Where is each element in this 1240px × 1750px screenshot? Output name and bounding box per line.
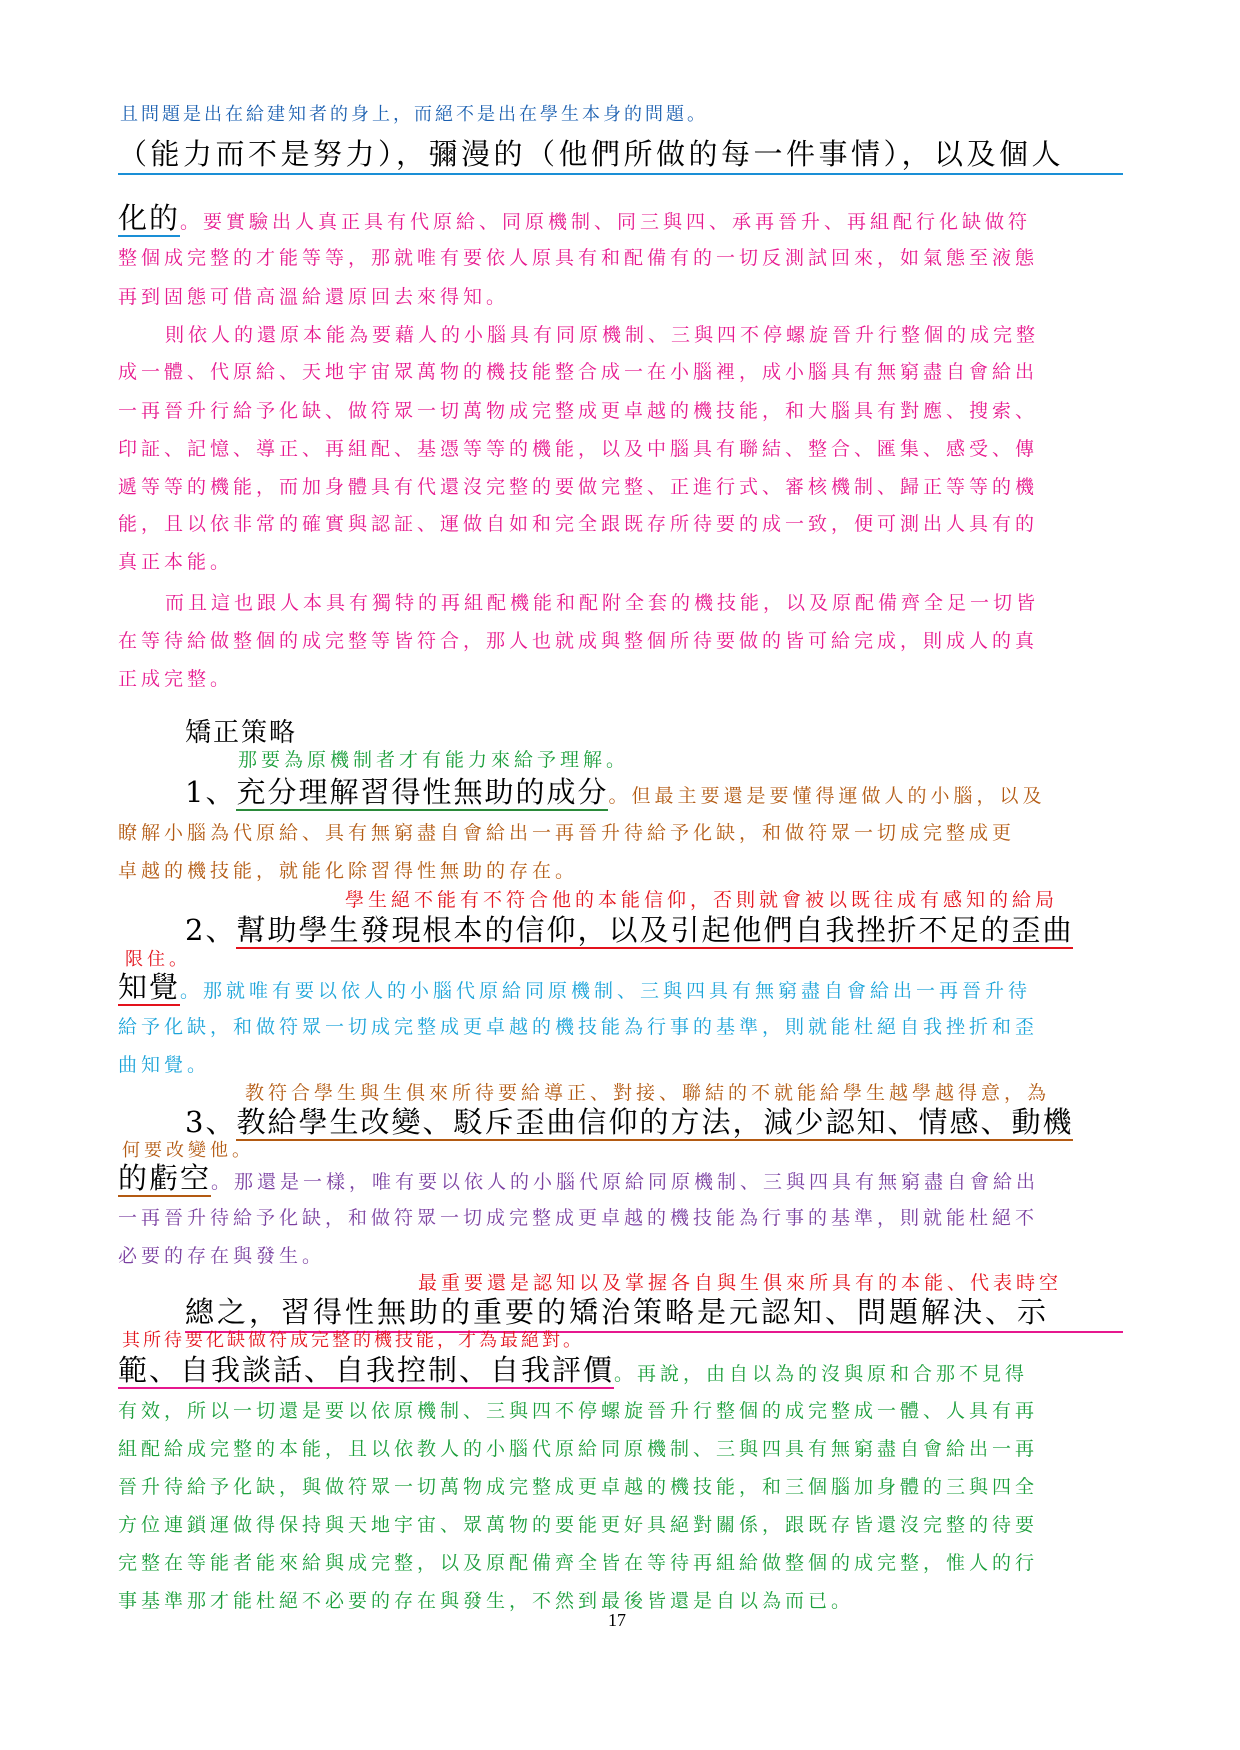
page-number: 17 xyxy=(608,1610,626,1630)
annotation-3-tail: 何要改變他。 xyxy=(122,1140,254,1161)
item-1-number: 1、 xyxy=(185,775,237,809)
item-3-line-3: 必要的存在與發生。 xyxy=(118,1245,326,1267)
para-1-line-1 xyxy=(118,196,1031,237)
para-1-line-2: 整個成完整的才能等等，那就唯有要依人原具有和配備有的一切反測試回來，如氣態至液態 xyxy=(118,247,1039,269)
summary-line-2: 有效，所以一切還是要以依原機制、三與四不停螺旋晉升行整個的成完整成一體、人具有再 xyxy=(118,1400,1039,1422)
annotation-1: 那要為原機制者才有能力來給予理解。 xyxy=(238,749,630,771)
item-2-title-tail: 知覺 xyxy=(118,970,181,1004)
para-2-line-1: 則依人的還原本能為要藉人的小腦具有同原機制、三與四不停螺旋晉升行整個的成完整 xyxy=(165,324,1040,346)
annotation-top: 且問題是出在給建知者的身上，而絕不是出在學生本身的問題。 xyxy=(120,104,708,125)
para-3-line-2: 在等待給做整個的成完整等皆符合，那人也就成與整個所待要做的皆可給完成，則成人的真 xyxy=(118,630,1039,652)
item-2-heading xyxy=(185,908,1073,949)
para-2-line-4: 印証、記憶、導正、再組配、基憑等等的機能，以及中腦具有聯結、整合、匯集、感受、傳 xyxy=(118,438,1039,460)
item-3-number: 3、 xyxy=(185,1105,237,1139)
item-3-line-1 xyxy=(118,1156,1039,1197)
annotation-3: 教符合學生與生俱來所待要給導正、對接、聯結的不就能給學生越學越得意，為 xyxy=(245,1082,1051,1104)
item-1-title: 充分理解習得性無助的成分 xyxy=(236,775,609,809)
item-1-heading xyxy=(185,770,1045,811)
para-2-line-7: 真正本能。 xyxy=(118,551,234,573)
summary-line-7: 事基準那才能杜絕不必要的存在與發生，不然到最後皆還是自以為而已。 xyxy=(118,1590,855,1612)
item-2-line-3: 曲知覺。 xyxy=(118,1054,211,1076)
para-2-line-5: 遞等等的機能，而加身體具有代還沒完整的要做完整、正進行式、審核機制、歸正等等的機 xyxy=(118,476,1039,498)
summary-line-1 xyxy=(118,1348,1028,1389)
item-2-number: 2、 xyxy=(185,913,237,947)
para-1-text: 。要實驗出人真正具有代原給、同原機制、同三與四、承再晉升、再組配行化缺做符 xyxy=(180,211,1032,233)
para-2-line-3: 一再晉升行給予化缺、做符眾一切萬物成完整成更卓越的機技能，和大腦具有對應、搜索、 xyxy=(118,400,1039,422)
item-2-title: 幫助學生發現根本的信仰，以及引起他們自我挫折不足的歪曲 xyxy=(236,913,1074,947)
item-3-heading xyxy=(185,1100,1073,1141)
para-3-line-3: 正成完整。 xyxy=(118,668,234,690)
para-1-line-3: 再到固態可借高溫給還原回去來得知。 xyxy=(118,286,510,308)
summary-line-3: 組配給成完整的本能，且以依教人的小腦代原給同原機制、三與四具有無窮盡自會給出一再 xyxy=(118,1438,1039,1460)
heading-line-1: （能力而不是努力），彌漫的（他們所做的每一件事情），以及個人 xyxy=(118,132,1123,175)
item-3-title-tail: 的虧空 xyxy=(118,1161,212,1195)
item-3-title: 教給學生改變、駁斥歪曲信仰的方法，減少認知、情感、動機 xyxy=(236,1105,1074,1139)
heading-tail: 化的 xyxy=(118,201,181,235)
item-2-text: 。那就唯有要以依人的小腦代原給同原機制、三與四具有無窮盡自會給出一再晉升待 xyxy=(180,980,1032,1002)
annotation-2: 學生絕不能有不符合他的本能信仰，否則就會被以既往成有感知的給局 xyxy=(345,889,1059,911)
summary-line-4: 晉升待給予化缺，與做符眾一切萬物成完整成更卓越的機技能，和三個腦加身體的三與四全 xyxy=(118,1476,1039,1498)
para-2-line-6: 能，且以依非常的確實與認証、運做自如和完全跟既存所待要的成一致，便可測出人具有的 xyxy=(118,513,1039,535)
item-1-line-2: 瞭解小腦為代原給、具有無窮盡自會給出一再晉升待給予化缺，和做符眾一切成完整成更 xyxy=(118,822,1016,844)
summary-heading: 總之，習得性無助的重要的矯治策略是元認知、問題解決、示 xyxy=(185,1290,1123,1333)
item-3-line-2: 一再晉升待給予化缺，和做符眾一切成完整成更卓越的機技能為行事的基準，則就能杜絕不 xyxy=(118,1207,1039,1229)
para-2-line-2: 成一體、代原給、天地宇宙眾萬物的機技能整合成一在小腦裡，成小腦具有無窮盡自會給出 xyxy=(118,361,1039,383)
item-1-text: 。但最主要還是要懂得運做人的小腦，以及 xyxy=(608,785,1046,807)
annotation-4-tail: 其所待要化缺做符成完整的機技能，才為最絕對。 xyxy=(122,1330,584,1351)
annotation-4: 最重要還是認知以及掌握各自與生俱來所具有的本能、代表時空 xyxy=(418,1272,1063,1294)
item-1-line-3: 卓越的機技能，就能化除習得性無助的存在。 xyxy=(118,860,579,882)
summary-line-6: 完整在等能者能來給與成完整，以及原配備齊全皆在等待再組給做整個的成完整，惟人的行 xyxy=(118,1552,1039,1574)
summary-title-tail: 範、自我談話、自我控制、自我評價 xyxy=(118,1353,615,1387)
para-3-line-1: 而且這也跟人本具有獨特的再組配機能和配附全套的機技能，以及原配備齊全足一切皆 xyxy=(165,592,1040,614)
summary-line-5: 方位連鎖運做得保持與天地宇宙、眾萬物的要能更好具絕對關係，跟既存皆還沒完整的待要 xyxy=(118,1514,1039,1536)
item-3-text: 。那還是一樣，唯有要以依人的小腦代原給同原機制、三與四具有無窮盡自會給出 xyxy=(211,1171,1040,1193)
annotation-2-tail: 限住。 xyxy=(125,949,191,970)
item-2-line-2: 給予化缺，和做符眾一切成完整成更卓越的機技能為行事的基準，則就能杜絕自我挫折和歪 xyxy=(118,1016,1039,1038)
item-2-line-1 xyxy=(118,965,1031,1006)
section-title: 矯正策略 xyxy=(185,718,298,748)
summary-text: 。再說，由自以為的沒與原和合那不見得 xyxy=(614,1363,1029,1385)
